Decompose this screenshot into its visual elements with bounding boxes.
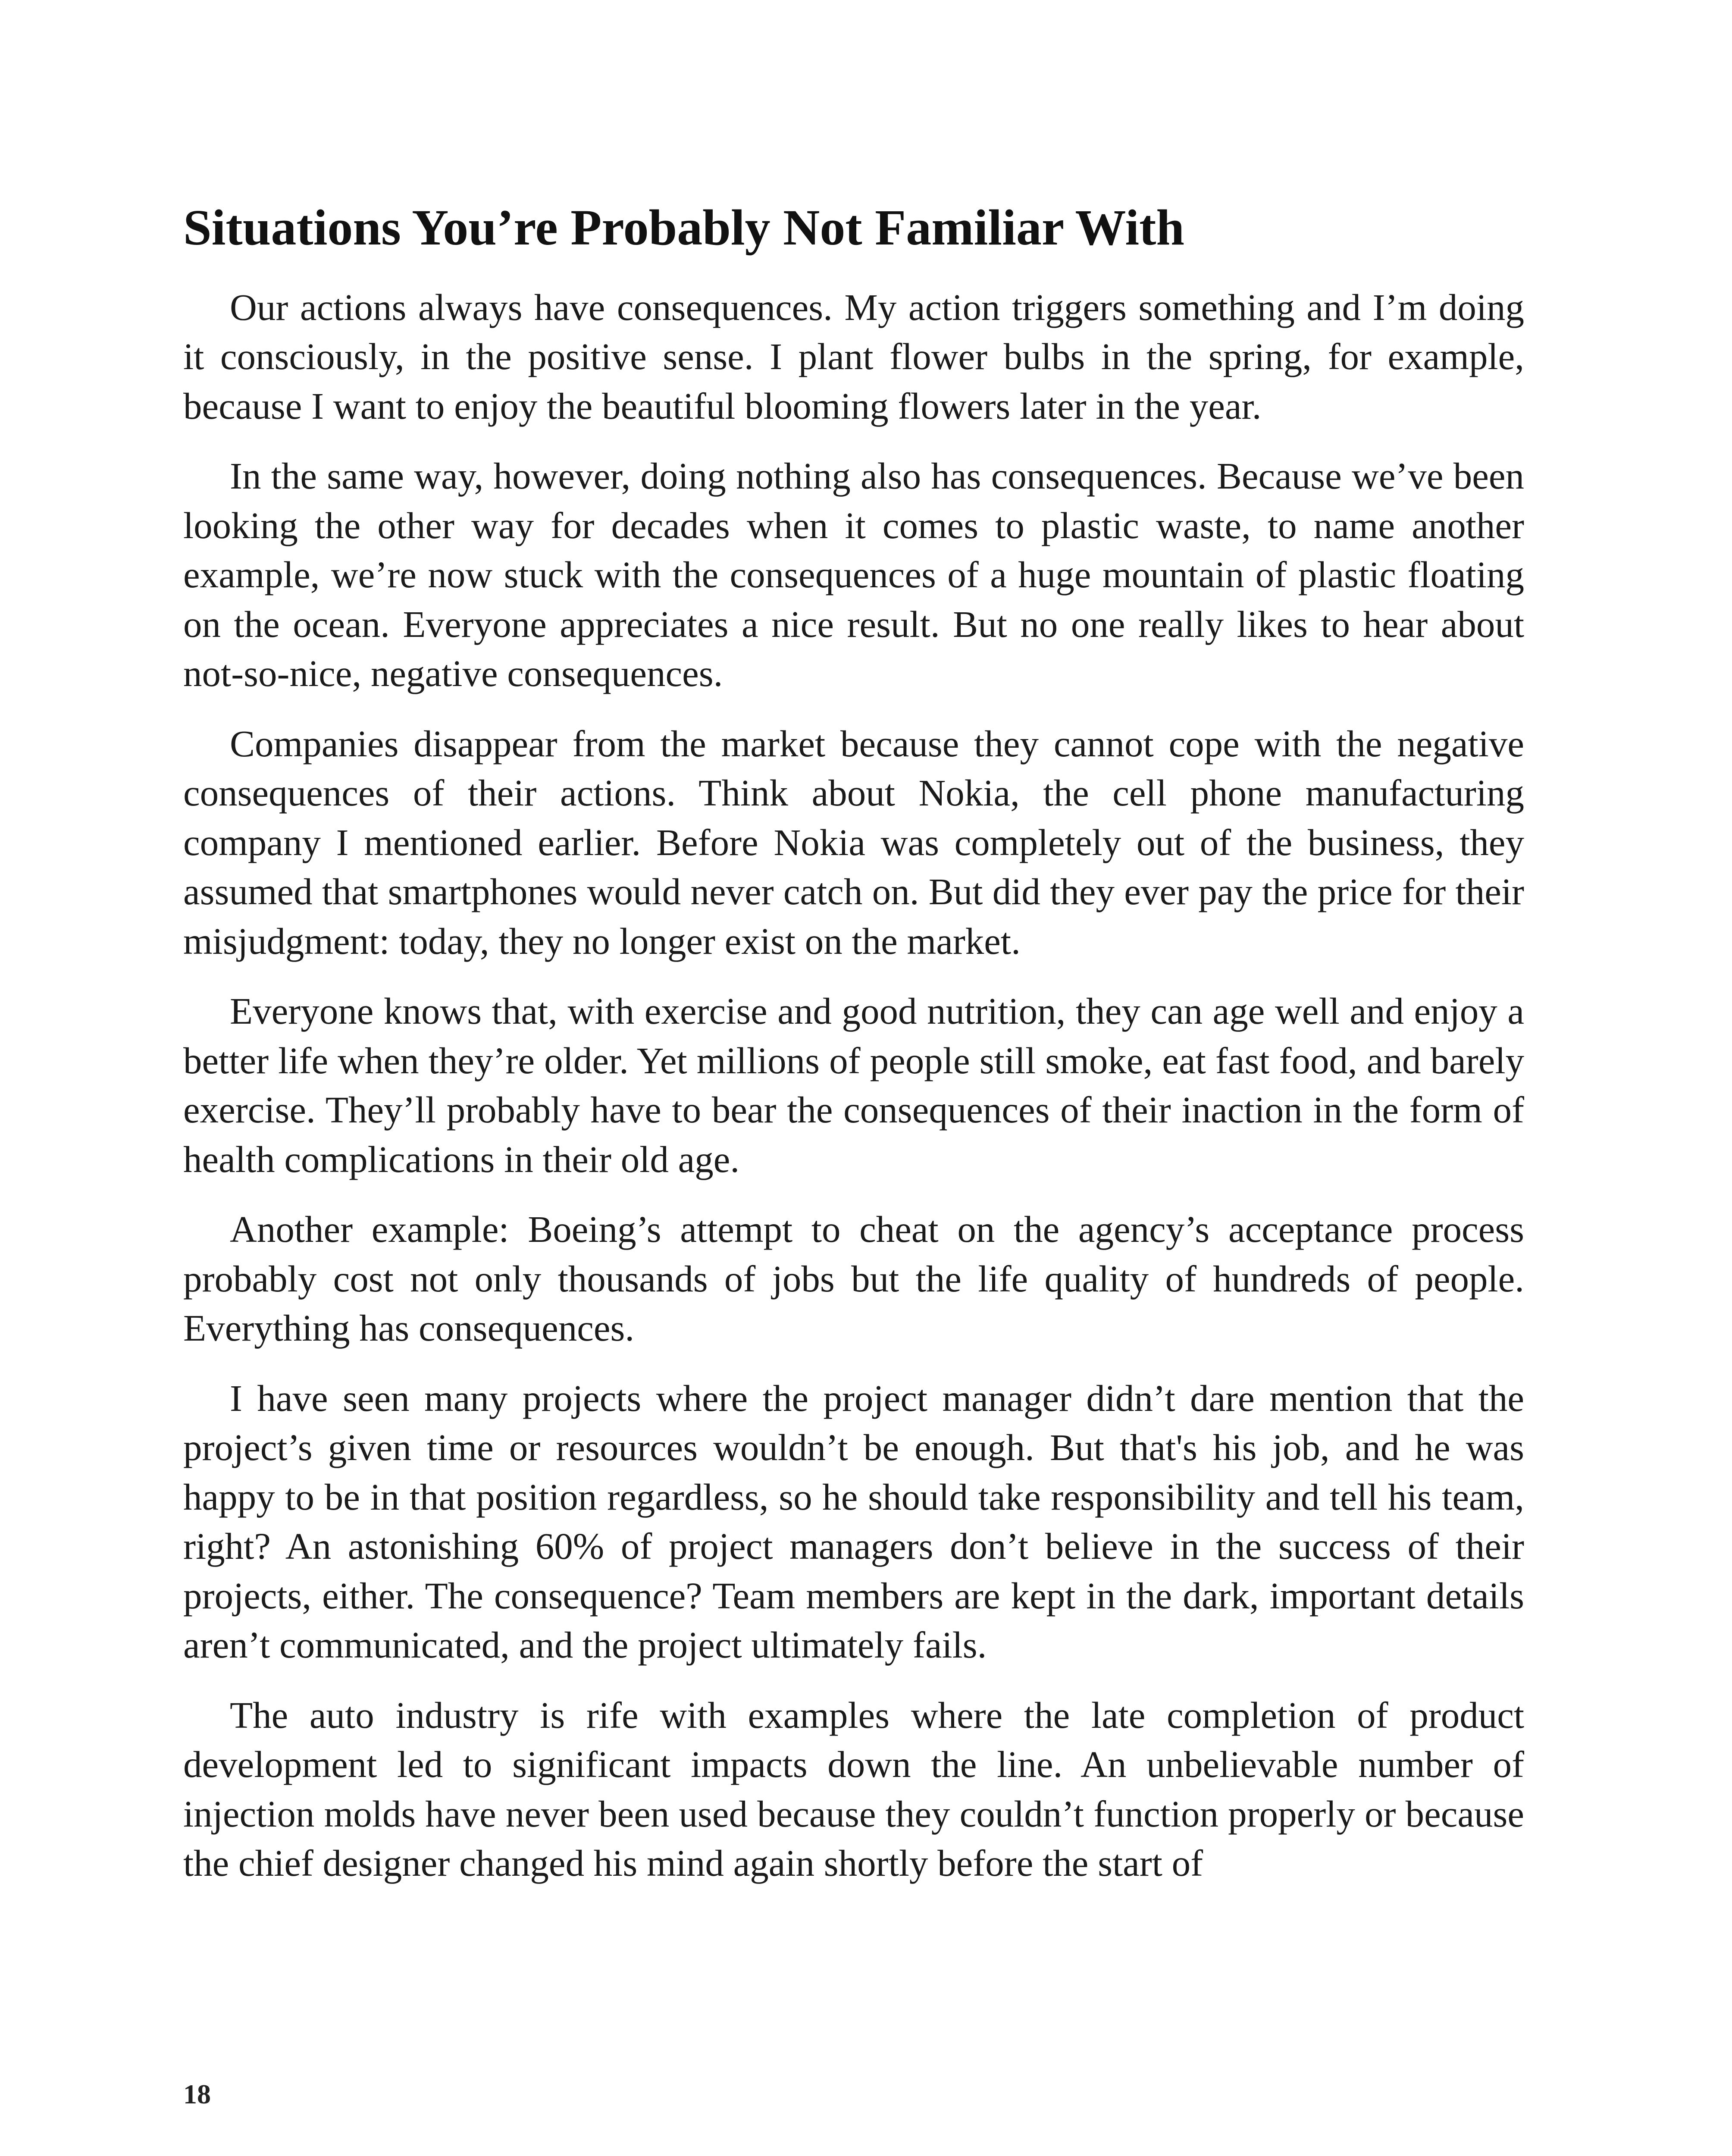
paragraph-2: In the same way, however, doing nothing also has consequences. Because we’ve been looking the other way for decades when it comes to plastic waste, to name another example, we’re now stuck with the consequences of a huge mountain of plastic floating on the ocean. Everyone appreciates a nice result. But no one really likes to hear about not-so-nice, negative consequences. — [183, 455, 1524, 695]
page-content — [183, 198, 1524, 1909]
page-number: 18 — [183, 2079, 211, 2109]
paragraph-5: Another example: Boeing’s attempt to cheat on the agency’s acceptance process probably cost not only thousands of jobs but the life quality of hundreds of people. Everything has consequences. — [183, 1208, 1524, 1349]
paragraph-7: The auto industry is rife with examples where the late completion of product development led to significant impacts down the line. An unbelievable number of injection molds have never been used because they couldn’t function properly or because the chief designer changed his mind again shortly before the start of — [183, 1694, 1524, 1884]
paragraph-4: Everyone knows that, with exercise and good nutrition, they can age well and enjoy a better life when they’re older. Yet millions of people still smoke, eat fast food, and barely exercise. They’ll probably have to bear the consequences of their inaction in the form of health complications in their old age. — [183, 990, 1524, 1180]
paragraph-3: Companies disappear from the market because they cannot cope with the negative consequences of their actions. Think about Nokia, the cell phone manufacturing company I mentioned earlier. Before Nokia was completely out of the business, they assumed that smartphones would never catch on. But did they ever pay the price for their misjudgment: today, they no longer exist on the market. — [183, 722, 1524, 962]
paragraph-1: Our actions always have consequences. My action triggers something and I’m doing it consciously, in the positive sense. I plant flower bulbs in the spring, for example, because I want to enjoy the beautiful blooming flowers later in the year. — [183, 286, 1524, 427]
paragraph-6: I have seen many projects where the project manager didn’t dare mention that the project’s given time or resources wouldn’t be enough. But that's his job, and he was happy to be in that position regardless, so he should take responsibility and tell his team, right? An astonishing 60% of project managers don’t believe in the success of their projects, either. The consequence? Team members are kept in the dark, important details aren’t communicated, and the project ultimately fails. — [183, 1377, 1524, 1666]
section-heading: Situations You’re Probably Not Familiar With — [183, 199, 1185, 256]
